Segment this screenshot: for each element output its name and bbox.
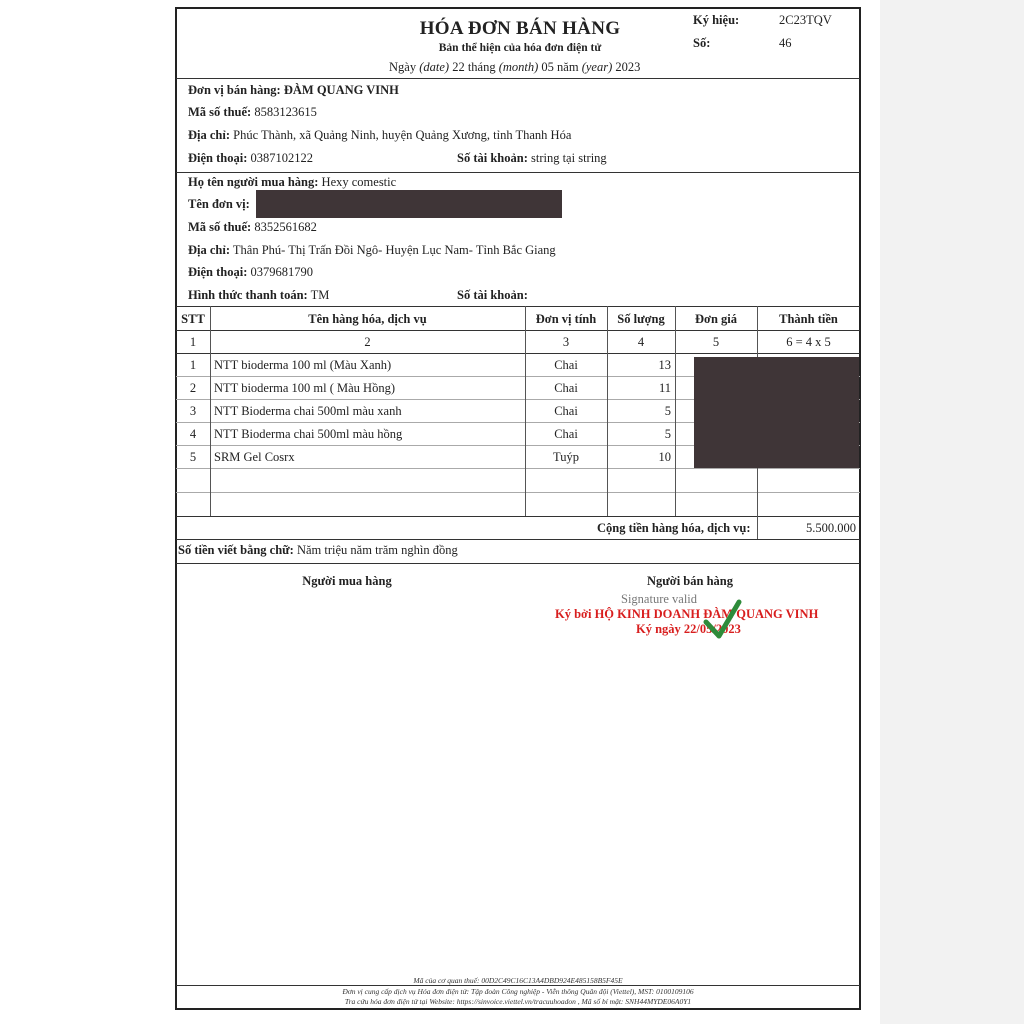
footer-divider [176, 985, 860, 986]
footer-lookup: Tra cứu hóa đơn điện tử tại Website: https://sinvoice.viettel.vn/tracuuhoadon , Mã số bí mật: SNH44MYDE06A0Y1 [344, 997, 692, 1006]
seller-account-row: Số tài khoản: string tại string [457, 151, 607, 165]
total-border [176, 539, 860, 540]
table-row-name: NTT bioderma 100 ml (Màu Xanh) [214, 358, 392, 372]
buyer-tax-row: Mã số thuế: 8352561682 [188, 220, 317, 234]
invoice-subtitle: Bản thể hiện của hóa đơn điện tử [438, 42, 602, 54]
col-header-name: Tên hàng hóa, dịch vụ [308, 312, 427, 326]
col-header-price: Đơn giá [695, 312, 737, 326]
buyer-address-row: Địa chỉ: Thân Phú- Thị Trấn Đồi Ngô- Huyện Lục Nam- Tỉnh Bắc Giang [188, 243, 556, 257]
index-cell: 4 [637, 335, 645, 349]
invoice-title: HÓA ĐƠN BÁN HÀNG [419, 18, 621, 39]
table-row-stt: 5 [189, 450, 197, 464]
footer-tax-code: Mã của cơ quan thuế: 00D2C49C16C13A4DBD924E485158B5F45E [413, 976, 623, 985]
table-row-name: NTT Bioderma chai 500ml màu hồng [214, 427, 403, 441]
divider [176, 172, 860, 173]
col-header-stt: STT [181, 312, 205, 326]
seller-signature-label: Người bán hàng [647, 574, 733, 588]
table-row-qty: 13 [658, 358, 671, 372]
number-value: 46 [779, 36, 792, 50]
buyer-account-row: Số tài khoản: [457, 288, 528, 302]
buyer-payment-row: Hình thức thanh toán: TM [188, 288, 330, 302]
table-row-name: SRM Gel Cosrx [214, 450, 295, 464]
table-row-qty: 10 [658, 450, 671, 464]
table-row-unit: Chai [554, 358, 578, 372]
index-cell: 6 = 4 x 5 [786, 335, 831, 349]
index-cell: 2 [364, 335, 371, 349]
number-label: Số: [693, 36, 711, 50]
table-row-qty: 11 [658, 381, 671, 395]
col-header-qty: Số lượng [617, 312, 665, 326]
amount-in-words: Số tiền viết bằng chữ: Năm triệu năm trăm nghìn đồng [178, 543, 458, 557]
table-row-unit: Chai [554, 381, 578, 395]
table-row-name: NTT bioderma 100 ml ( Màu Hồng) [214, 381, 395, 395]
table-row-qty: 5 [664, 427, 671, 441]
table-row-unit: Tuýp [553, 450, 579, 464]
redacted-block [694, 357, 859, 468]
buyer-phone-row: Điện thoại: 0379681790 [188, 265, 313, 279]
signed-date-text: Ký ngày 22/05/2023 [636, 622, 741, 636]
buyer-name-row: Họ tên người mua hàng: Hexy comestic [188, 175, 397, 189]
col-header-unit: Đơn vị tính [535, 312, 597, 326]
divider [176, 78, 860, 79]
footer-provider: Đơn vị cung cấp dịch vụ Hóa đơn điện tử: Tập đoàn Công nghiệp - Viễn thông Quân đội (Viettel), MST: 0100109106 [342, 987, 694, 996]
buyer-unit-row: Tên đơn vị: [188, 197, 250, 211]
seller-phone-row: Điện thoại: 0387102122 [188, 151, 313, 165]
redacted-block [256, 190, 562, 218]
seller-address-row: Địa chỉ: Phúc Thành, xã Quảng Ninh, huyện Quảng Xương, tỉnh Thanh Hóa [188, 128, 572, 142]
table-row-unit: Chai [554, 427, 578, 441]
col-header-amount: Thành tiền [779, 312, 838, 326]
table-row-stt: 4 [189, 427, 197, 441]
index-cell: 3 [562, 335, 570, 349]
total-value: 5.500.000 [806, 521, 856, 535]
table-row-stt: 2 [189, 381, 197, 395]
total-label: Cộng tiền hàng hóa, dịch vụ: [597, 521, 751, 535]
signature-valid-text: Signature valid [621, 592, 698, 606]
seller-tax-row: Mã số thuế: 8583123615 [188, 105, 317, 119]
table-row-name: NTT Bioderma chai 500ml màu xanh [214, 404, 402, 418]
buyer-signature-label: Người mua hàng [302, 574, 392, 588]
table-row-qty: 5 [664, 404, 671, 418]
symbol-label: Ký hiệu: [693, 13, 740, 27]
index-cell: 5 [712, 335, 720, 349]
invoice-date: Ngày (date) 22 tháng (month) 05 năm (year) 2023 [389, 60, 641, 74]
viewer-side-panel [880, 0, 1024, 1024]
symbol-value: 2C23TQV [779, 13, 832, 27]
seller-name-row: Đơn vị bán hàng: ĐÀM QUANG VINH [188, 83, 399, 97]
checkmark-icon [702, 598, 742, 642]
signed-by-text: Ký bởi HỘ KINH DOANH ĐÀM QUANG VINH [555, 607, 819, 621]
table-row-stt: 3 [189, 404, 197, 418]
table-row-stt: 1 [189, 358, 197, 372]
index-cell: 1 [189, 335, 197, 349]
table-row-unit: Chai [554, 404, 578, 418]
amount-words-border [176, 563, 860, 564]
